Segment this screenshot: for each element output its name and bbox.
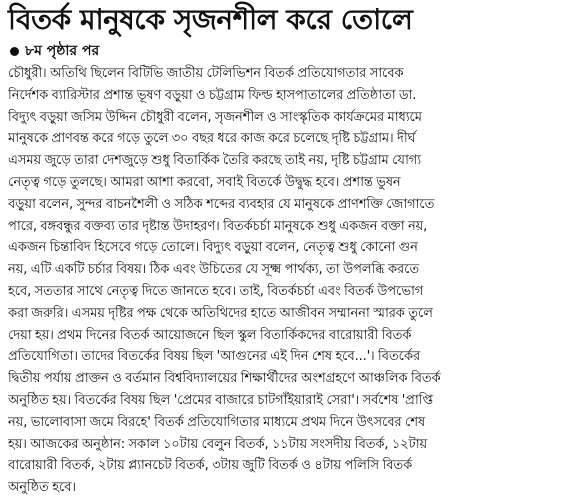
- body-line: করা জরুরি। এসময় দৃষ্টির পক্ষ থেকে অতিথিদের হাতে আজীবন সম্মাননা স্মারক তুলে: [8, 305, 433, 321]
- body-line: দ্বিতীয় পর্যায় প্রাক্তন ও বর্তমান বিশ্ববিদ্যালয়ের শিক্ষার্থীদের অংশগ্রহণে আঞ্চলিক বিতর্ক: [8, 371, 441, 387]
- continuation-text: ৮ম পৃষ্ঠার পর: [25, 43, 100, 59]
- body-line: নেতৃত্ব গড়ে তুলছে। আমরা আশা করবো, সবাই বিতর্কে উদ্বুদ্ধ হবে। প্রশান্ত ভুষন: [8, 174, 401, 190]
- body-line: বারোয়ারী বিতর্ক, ২টায় প্ল্যানচেট বিতর্ক, ৩টায় জুটি বিতর্ক ও ৪টায় পলিসি বিতর্ক: [8, 458, 413, 474]
- continuation-line: [8, 42, 580, 60]
- body-line: নির্দেশক ব্যারিস্টার প্রশান্ত ভূষণ বড়ুয়া ও চট্টগ্রাম ফিল্ড হাসপাতালের প্রতিষ্ঠাতা ডা.: [8, 87, 417, 103]
- body-line: নয়, ভালোবাসা জমে বিরহে' বিতর্ক প্রতিযোগিতার মাধ্যমে প্রথম দিনে উৎসবের শেষ: [8, 414, 426, 430]
- article-body: [8, 63, 580, 499]
- body-line: পারে, বঙ্গবন্ধুর বক্তব্য তার দৃষ্টান্ত উদাহরণ। বিতর্কচর্চা মানুষকে শুধু একজন বক্তা নয়,: [8, 218, 428, 234]
- body-line: দেয়া হয়। প্রথম দিনের বিতর্ক আয়োজনে ছিল স্কুল বিতার্কিকদের বারোয়ারী বিতর্ক: [8, 327, 412, 343]
- body-line: চৌধুরী। অতিথি ছিলেন বিটিভি জাতীয় টেলিভিশন বিতর্ক প্রতিযোগতার সাবেক: [8, 66, 404, 81]
- bullet-icon: [10, 47, 19, 56]
- body-line: অনুষ্ঠিত হবে।: [8, 480, 76, 496]
- body-line: এসময় জুড়ে তারা দেশজুড়ে শুধু বিতার্কিক তৈরি করছে তাই নয়, দৃষ্টি চট্টগ্রাম যোগ্য: [8, 153, 421, 169]
- body-line: মানুষকে প্রাণবন্ত করে গড়ে তুলে ৩০ বছর ধরে কাজ করে চলেছে দৃষ্টি চট্টগ্রাম। দীর্ঘ: [8, 131, 416, 147]
- body-line: হয়। আজকের অনুষ্ঠান: সকাল ১০টায় বেলুন বিতর্ক, ১১টায় সংসদীয় বিতর্ক, ১২টায়: [8, 436, 428, 452]
- body-line: হবে, সততার সাথে নেতৃত্ব দিতে জানতে হবে। তাই, বিতর্কচর্চা এবং বিতর্ক উপভোগ: [8, 283, 424, 299]
- body-line: বড়ুয়া বলেন, সুন্দর বাচনশৈলী ও সঠিক শব্দের ব্যবহার যে মানুষকে প্রাণশক্তি জোগাতে: [8, 196, 435, 212]
- body-line: নয়, এটি একটি চর্চার বিষয়। ঠিক এবং উচিতের যে সূক্ষ্ম পার্থক্য, তা উপলব্ধি করতে: [8, 262, 420, 278]
- body-line: বিদ্যুৎ বড়ুয়া জসিম উদ্দিন চৌধুরী বলেন, সৃজনশীল ও সাংস্কৃতিক কার্যক্রমের মাধ্যমে: [8, 109, 422, 125]
- body-line: প্রতিযোগিতা। তাদের বিতর্কের বিষয় ছিল 'আগুনের এই দিন শেষ হবে...'। বিতর্কের: [8, 349, 421, 365]
- body-line: অনুষ্ঠিত হয়। বিতর্কের বিষয় ছিল 'প্রেমের বাজারে চাটগাঁইয়ারাই সেরা'। সর্বশেষ 'প্রাপ্তি: [8, 392, 434, 408]
- headline: বিতর্ক মানুষকে সৃজনশীল করে তোলে: [8, 3, 413, 36]
- body-line: একজন চিন্তাবিদ হিসেবে গড়ে তোলে। বিদ্যুৎ বড়ুয়া বলেন, নেতৃত্ব শুধু কোনো গুন: [8, 240, 418, 256]
